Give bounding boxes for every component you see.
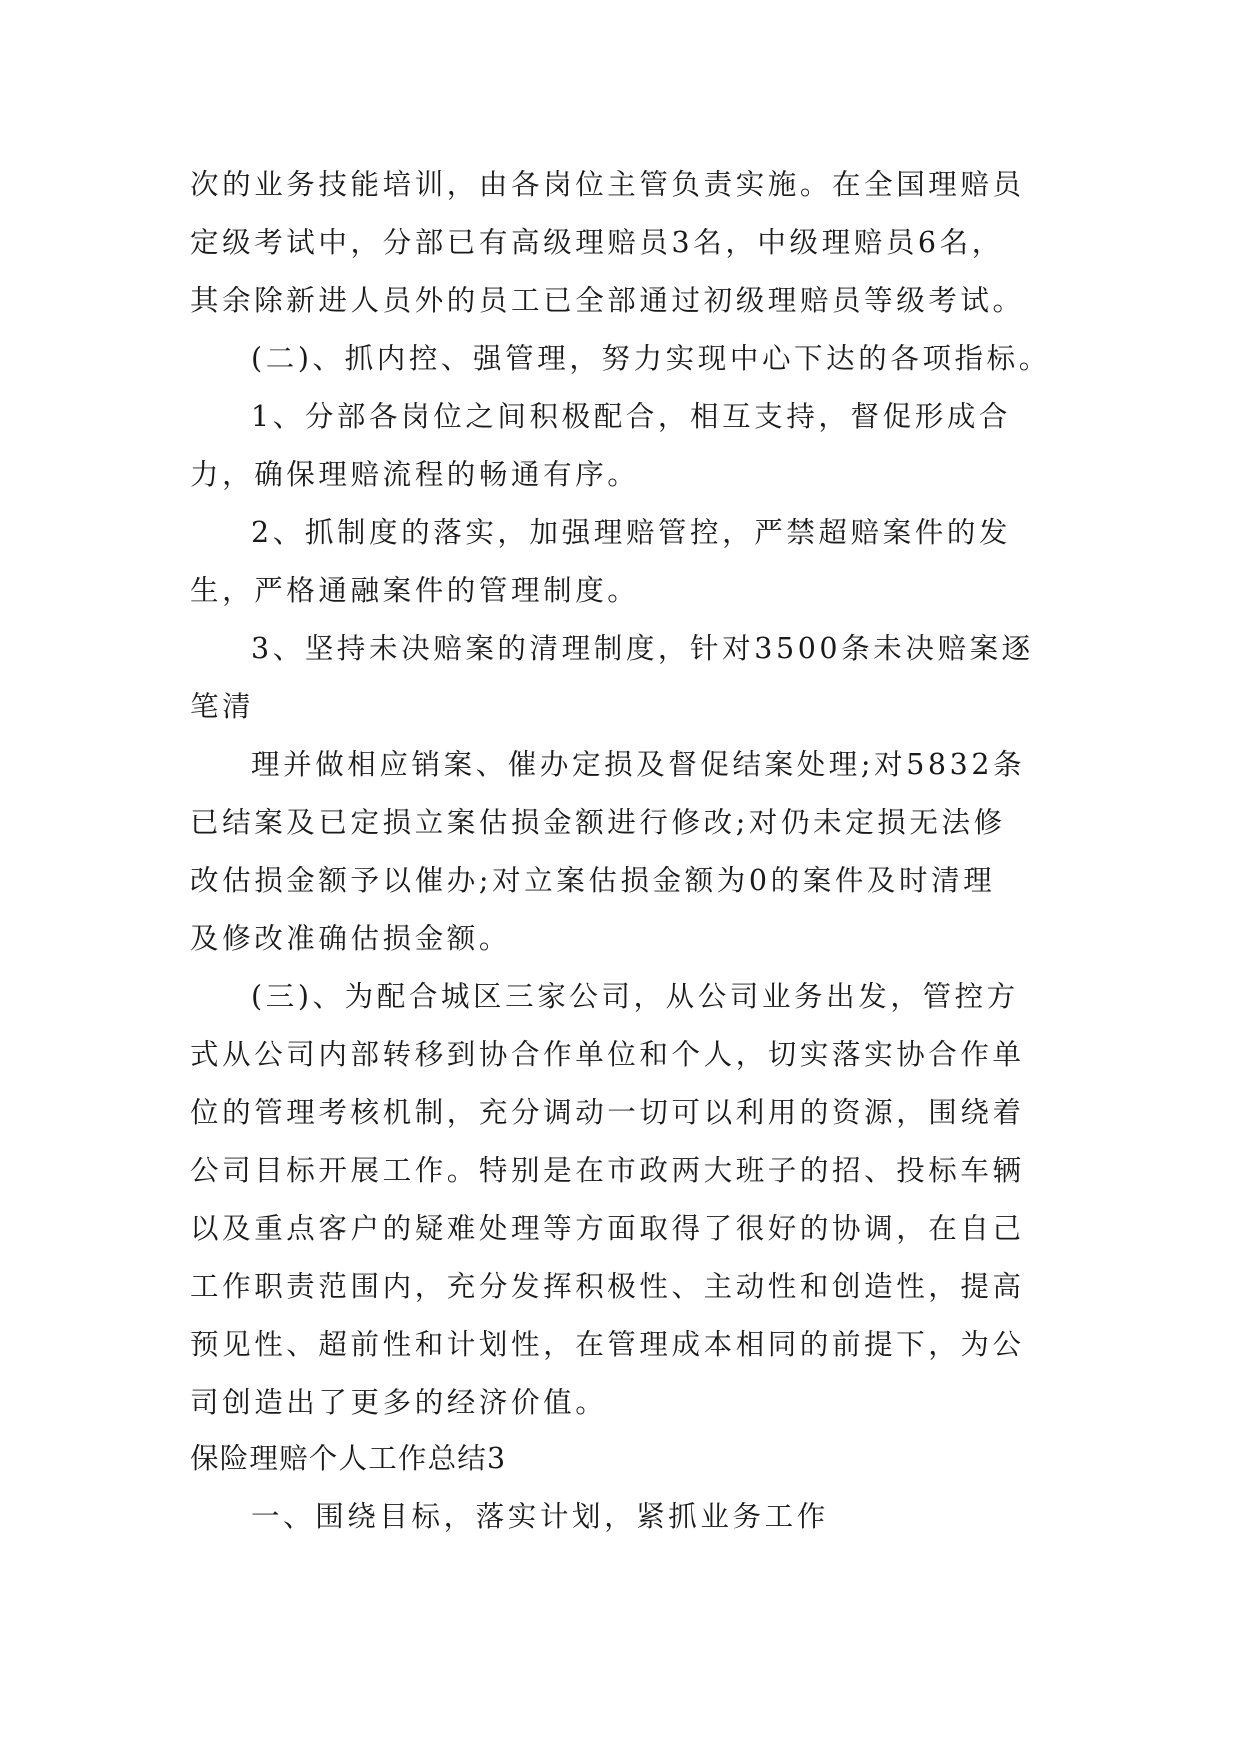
paragraph-line: 力，确保理赔流程的畅通有序。	[190, 458, 640, 491]
paragraph-line: 及修改准确估损金额。	[190, 922, 512, 955]
paragraph-line: 生，严格通融案件的管理制度。	[190, 574, 640, 607]
paragraph-line: 司创造出了更多的经济价值。	[190, 1386, 608, 1419]
paragraph-line: (二)、抓内控、强管理，努力实现中心下达的各项指标。	[251, 342, 1051, 375]
paragraph-line: 2、抓制度的落实，加强理赔管控，严禁超赔案件的发	[251, 516, 1012, 549]
paragraph-line: 1、分部各岗位之间积极配合，相互支持，督促形成合	[251, 400, 1012, 433]
paragraph-line: 式从公司内部转移到协合作单位和个人，切实落实协合作单	[190, 1038, 1025, 1071]
paragraph-line: 一、围绕目标，落实计划，紧抓业务工作	[251, 1500, 829, 1533]
paragraph-line: (三)、为配合城区三家公司，从公司业务出发，管控方	[251, 980, 1019, 1013]
paragraph-line: 笔清	[190, 690, 255, 723]
paragraph-line: 改估损金额予以催办;对立案估损金额为0的案件及时清理	[190, 864, 996, 897]
paragraph-line: 定级考试中，分部已有高级理赔员3名，中级理赔员6名，	[190, 226, 1004, 259]
paragraph-line: 位的管理考核机制，充分调动一切可以利用的资源，围绕着	[190, 1096, 1025, 1129]
paragraph-line: 3、坚持未决赔案的清理制度，针对3500条未决赔案逐	[251, 632, 1034, 665]
paragraph-line: 工作职责范围内，充分发挥积极性、主动性和创造性，提高	[190, 1270, 1025, 1303]
paragraph-line: 已结案及已定损立案估损金额进行修改;对仍未定损无法修	[190, 806, 1006, 839]
paragraph-line: 预见性、超前性和计划性，在管理成本相同的前提下，为公	[190, 1328, 1025, 1361]
paragraph-line: 其余除新进人员外的员工已全部通过初级理赔员等级考试。	[190, 284, 1025, 317]
paragraph-line: 以及重点客户的疑难处理等方面取得了很好的协调，在自己	[190, 1212, 1025, 1245]
paragraph-line: 理并做相应销案、催办定损及督促结案处理;对5832条	[251, 748, 1026, 781]
section-heading: 保险理赔个人工作总结3	[190, 1442, 507, 1475]
paragraph-line: 次的业务技能培训，由各岗位主管负责实施。在全国理赔员	[190, 168, 1025, 201]
paragraph-line: 公司目标开展工作。特别是在市政两大班子的招、投标车辆	[190, 1154, 1025, 1187]
